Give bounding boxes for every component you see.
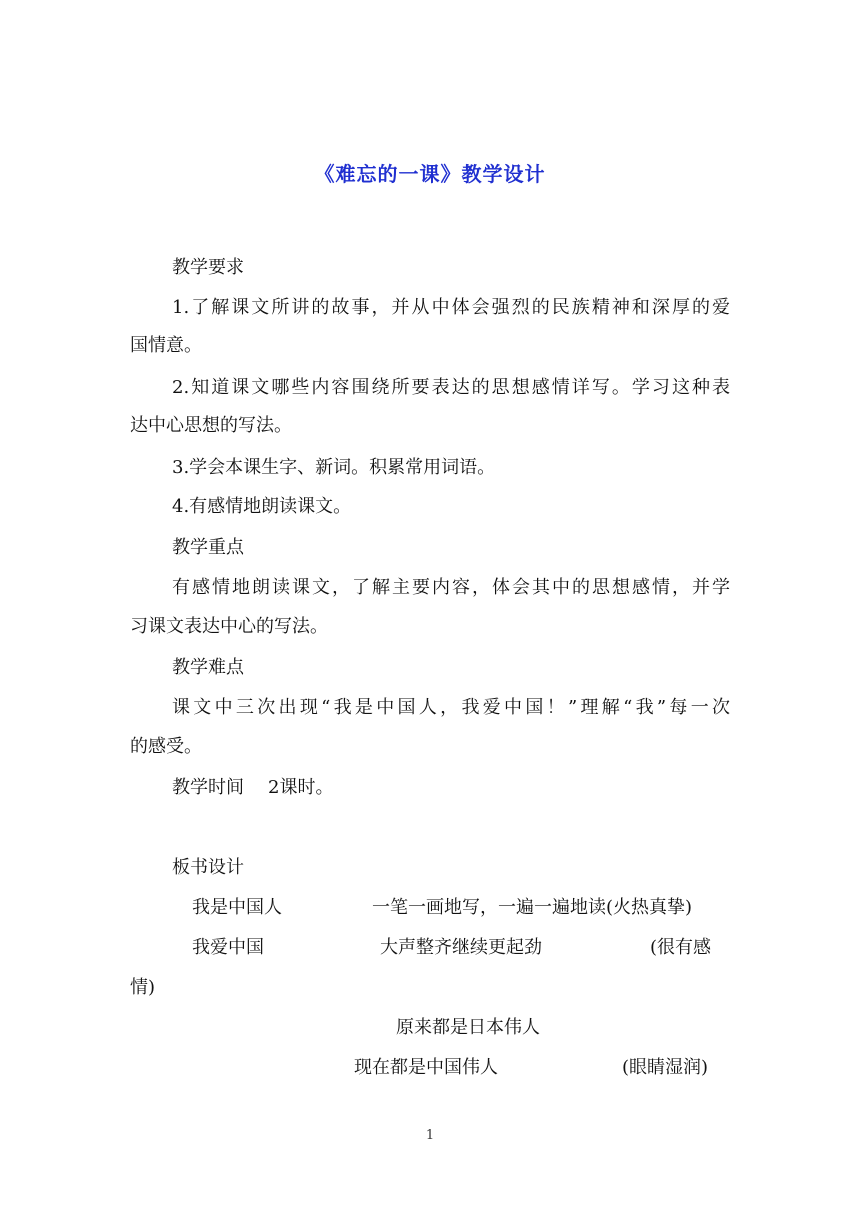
board-design-heading: 板书设计: [172, 857, 244, 878]
requirement-1-line-1: 1.了解课文所讲的故事，并从中体会强烈的民族精神和深厚的爱: [172, 297, 730, 318]
difficulty-heading: 教学难点: [172, 657, 244, 678]
teaching-time: [172, 776, 333, 800]
teaching-time-label: 教学时间: [172, 777, 244, 798]
board-row-2-wrap: 情): [130, 977, 156, 998]
difficulty-line-1: 课文中三次出现“我是中国人，我爱中国！”理解“我”每一次: [172, 697, 730, 718]
board-row-1-right: 一笔一画地写，一遍一遍地读(火热真挚): [372, 897, 693, 918]
board-row-2-mid: 大声整齐继续更起劲: [380, 937, 542, 958]
teaching-time-value: 2课时。: [268, 777, 334, 798]
board-row-1-left: 我是中国人: [192, 897, 282, 918]
board-row-4-left: 现在都是中国伟人: [354, 1057, 498, 1078]
key-points-line-1: 有感情地朗读课文，了解主要内容，体会其中的思想感情，并学: [172, 577, 730, 598]
requirement-3: 3.学会本课生字、新词。积累常用词语。: [172, 457, 496, 478]
requirements-heading: 教学要求: [172, 257, 244, 278]
key-points-heading: 教学重点: [172, 537, 244, 558]
board-row-2-left: 我爱中国: [192, 937, 264, 958]
page-number: 1: [425, 1128, 435, 1143]
board-row-2-right: (很有感: [650, 937, 712, 958]
requirement-1-line-2: 国情意。: [130, 335, 202, 356]
requirement-2-line-2: 达中心思想的写法。: [130, 415, 292, 436]
requirement-2-line-1: 2.知道课文哪些内容围绕所要表达的思想感情详写。学习这种表: [172, 377, 730, 398]
difficulty-line-2: 的感受。: [130, 736, 202, 757]
board-row-4-right: (眼睛湿润): [622, 1057, 709, 1078]
key-points-line-2: 习课文表达中心的写法。: [130, 616, 328, 637]
document-title: 《难忘的一课》教学设计: [314, 162, 546, 186]
requirement-4: 4.有感情地朗读课文。: [172, 496, 352, 517]
board-row-3: 原来都是日本伟人: [396, 1017, 540, 1038]
